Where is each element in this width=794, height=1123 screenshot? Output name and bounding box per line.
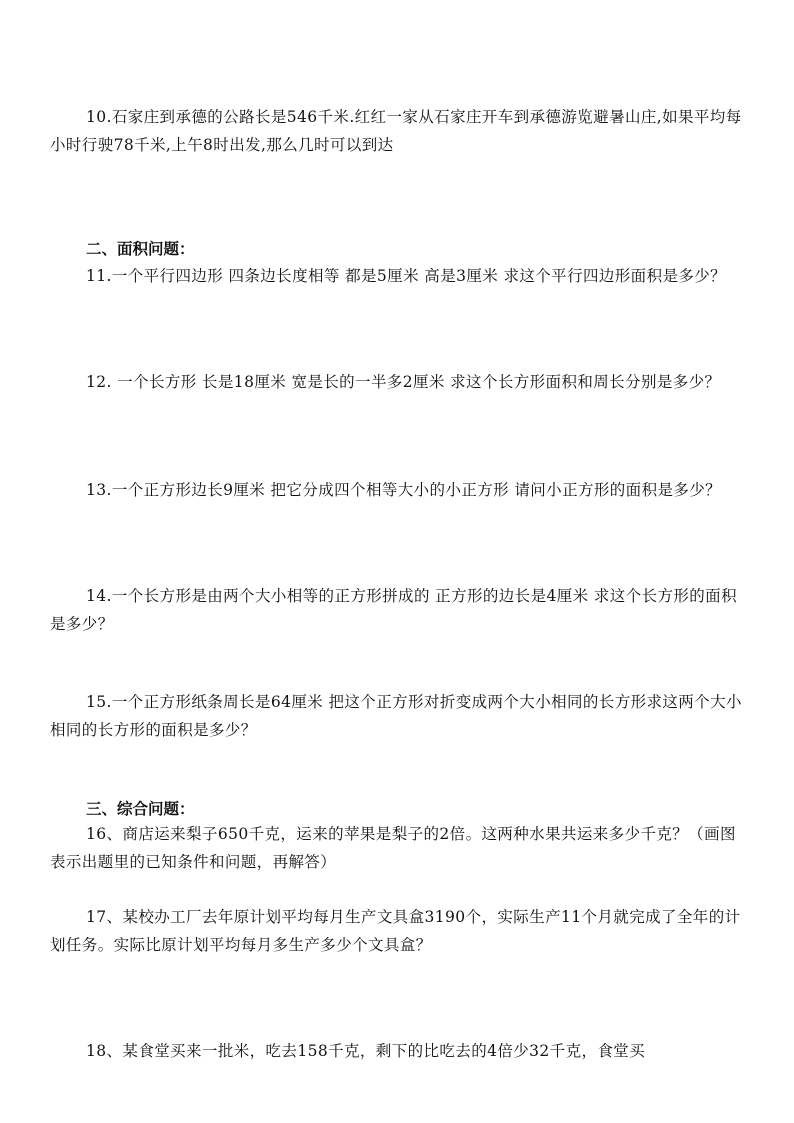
section-heading-combined: 三、综合问题： xyxy=(86,800,195,818)
problem-11: 11.一个平行四边形 四条边长度相等 都是5厘米 高是3厘米 求这个平行四边形面积是多少？ xyxy=(86,267,727,285)
problem-13: 13.一个正方形边长9厘米 把它分成四个相等大小的小正方形 请问小正方形的面积是多少？ xyxy=(86,481,722,499)
problem-10: 10.石家庄到承德的公路长是546千米.红红一家从石家庄开车到承德游览避暑山庄,如果平均每小时行驶78千米,上午8时出发,那么几时可以到达 xyxy=(50,108,742,154)
problem-12: 12. 一个长方形 长是18厘米 宽是长的一半多2厘米 求这个长方形面积和周长分别是多少？ xyxy=(86,373,721,391)
problem-15: 15.一个正方形纸条周长是64厘米 把这个正方形对折变成两个大小相同的长方形求这两个大小相同的长方形的面积是多少？ xyxy=(50,693,742,739)
problem-14: 14.一个长方形是由两个大小相等的正方形拼成的 正方形的边长是4厘米 求这个长方形的面积是多少？ xyxy=(50,587,737,633)
problem-17: 17、某校办工厂去年原计划平均每月生产文具盒3190个，实际生产11个月就完成了全年的计划任务。实际比原计划平均每月多生产多少个文具盒？ xyxy=(50,908,741,954)
problem-18: 18、某食堂买来一批米，吃去158千克，剩下的比吃去的4倍少32千克，食堂买 xyxy=(86,1042,646,1060)
problem-16: 16、商店运来梨子650千克，运来的苹果是梨子的2倍。这两种水果共运来多少千克？（画图表示出题里的已知条件和问题，再解答） xyxy=(50,825,736,871)
section-heading-area: 二、面积问题： xyxy=(86,240,195,258)
